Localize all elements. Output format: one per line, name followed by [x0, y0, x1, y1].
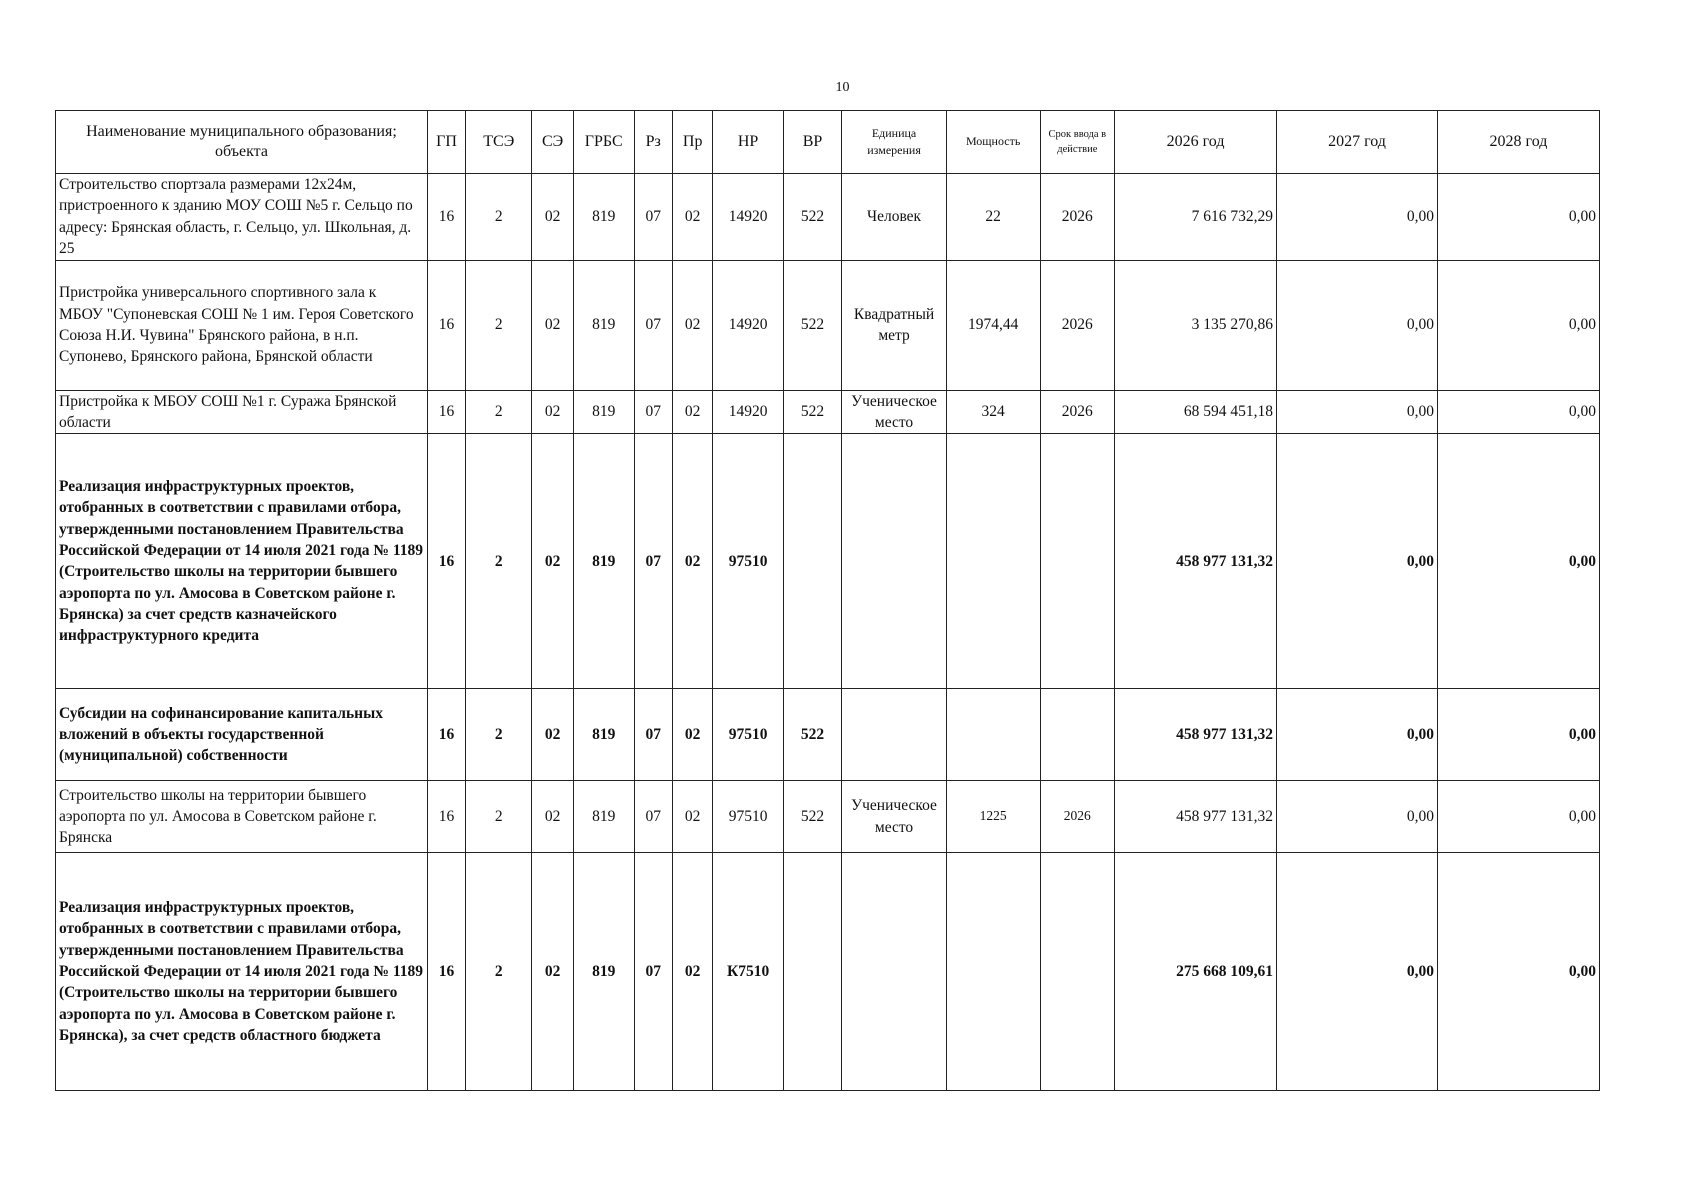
row-term: 2026: [1040, 781, 1115, 853]
row-2028: 0,00: [1437, 781, 1599, 853]
row-se: 02: [532, 260, 574, 390]
table-row: [56, 390, 1600, 434]
row-gp: 16: [427, 174, 465, 261]
row-term: 2026: [1040, 260, 1115, 390]
row-nr: 97510: [713, 689, 783, 781]
row-2027: 0,00: [1277, 260, 1438, 390]
row-term: [1040, 434, 1115, 689]
row-gp: 16: [427, 434, 465, 689]
row-pr: 02: [672, 260, 712, 390]
table-row: [56, 781, 1600, 853]
row-vr: 522: [783, 781, 842, 853]
row-nr: 14920: [713, 174, 783, 261]
row-tse: 2: [466, 853, 532, 1091]
header-row: [56, 111, 1600, 174]
row-nr: К7510: [713, 853, 783, 1091]
row-se: 02: [532, 689, 574, 781]
row-gp: 16: [427, 260, 465, 390]
row-grbs: 819: [573, 853, 634, 1091]
row-grbs: 819: [573, 434, 634, 689]
row-se: 02: [532, 781, 574, 853]
row-2027: 0,00: [1277, 853, 1438, 1091]
page-number: 10: [835, 80, 850, 95]
row-2026: 458 977 131,32: [1115, 689, 1277, 781]
row-name: Реализация инфраструктурных проектов, отобранных в соответствии с правилами отбора, утвержденными постановлением Правительства Российской Федерации от 14 июля 2021 года № 1189 (Строительство школы на территории бывшего аэропорта по ул. Амосова в Советском районе г. Брянска) за счет средств казначейского инфраструктурного кредита: [56, 434, 428, 689]
row-2026: 3 135 270,86: [1115, 260, 1277, 390]
row-se: 02: [532, 174, 574, 261]
row-2026: 7 616 732,29: [1115, 174, 1277, 261]
row-vr: 522: [783, 174, 842, 261]
row-capacity: 1225: [946, 781, 1040, 853]
row-pr: 02: [672, 434, 712, 689]
row-capacity: 324: [946, 390, 1040, 434]
row-gp: 16: [427, 853, 465, 1091]
row-se: 02: [532, 853, 574, 1091]
row-capacity: [946, 689, 1040, 781]
row-unit: [842, 689, 946, 781]
row-capacity: [946, 434, 1040, 689]
row-term: [1040, 853, 1115, 1091]
row-tse: 2: [466, 434, 532, 689]
row-name: Пристройка к МБОУ СОШ №1 г. Суража Брянской области: [56, 390, 428, 434]
row-2028: 0,00: [1437, 260, 1599, 390]
header-2028: 2028 год: [1437, 111, 1599, 174]
table-row: [56, 434, 1600, 689]
row-term: 2026: [1040, 390, 1115, 434]
row-rz: 07: [634, 390, 672, 434]
row-name: Субсидии на софинансирование капитальных вложений в объекты государственной (муниципальной) собственности: [56, 689, 428, 781]
row-2028: 0,00: [1437, 853, 1599, 1091]
row-2028: 0,00: [1437, 689, 1599, 781]
row-se: 02: [532, 434, 574, 689]
header-vr: ВР: [783, 111, 842, 174]
row-grbs: 819: [573, 174, 634, 261]
header-term: Срок ввода в действие: [1040, 111, 1115, 174]
row-rz: 07: [634, 689, 672, 781]
row-grbs: 819: [573, 781, 634, 853]
row-rz: 07: [634, 174, 672, 261]
row-gp: 16: [427, 689, 465, 781]
row-tse: 2: [466, 174, 532, 261]
row-pr: 02: [672, 781, 712, 853]
row-unit: [842, 434, 946, 689]
budget-table: [55, 110, 1600, 1091]
row-2027: 0,00: [1277, 174, 1438, 261]
budget-table-container: [55, 110, 1600, 1091]
row-grbs: 819: [573, 260, 634, 390]
row-rz: 07: [634, 260, 672, 390]
row-2027: 0,00: [1277, 390, 1438, 434]
row-tse: 2: [466, 390, 532, 434]
row-pr: 02: [672, 390, 712, 434]
header-nr: НР: [713, 111, 783, 174]
row-name: Реализация инфраструктурных проектов, отобранных в соответствии с правилами отбора, утвержденными постановлением Правительства Российской Федерации от 14 июля 2021 года № 1189 (Строительство школы на территории бывшего аэропорта по ул. Амосова в Советском районе г. Брянска), за счет средств областного бюджета: [56, 853, 428, 1091]
header-se: СЭ: [532, 111, 574, 174]
table-row: [56, 689, 1600, 781]
row-unit: Человек: [842, 174, 946, 261]
row-term: 2026: [1040, 174, 1115, 261]
header-2027: 2027 год: [1277, 111, 1438, 174]
row-tse: 2: [466, 689, 532, 781]
row-2026: 275 668 109,61: [1115, 853, 1277, 1091]
row-name: Пристройка универсального спортивного зала к МБОУ "Супоневская СОШ № 1 им. Героя Советского Союза Н.И. Чувина" Брянского района, в н.п. Супонево, Брянского района, Брянской области: [56, 260, 428, 390]
row-capacity: 22: [946, 174, 1040, 261]
header-tse: ТСЭ: [466, 111, 532, 174]
row-gp: 16: [427, 390, 465, 434]
row-vr: 522: [783, 689, 842, 781]
row-nr: 14920: [713, 260, 783, 390]
row-2027: 0,00: [1277, 781, 1438, 853]
header-gp: ГП: [427, 111, 465, 174]
row-unit: Ученическое место: [842, 390, 946, 434]
row-vr: 522: [783, 390, 842, 434]
row-se: 02: [532, 390, 574, 434]
row-rz: 07: [634, 781, 672, 853]
table-row: [56, 174, 1600, 261]
row-2026: 68 594 451,18: [1115, 390, 1277, 434]
table-row: [56, 853, 1600, 1091]
row-capacity: [946, 853, 1040, 1091]
header-grbs: ГРБС: [573, 111, 634, 174]
header-2026: 2026 год: [1115, 111, 1277, 174]
row-2028: 0,00: [1437, 174, 1599, 261]
header-capacity: Мощность: [946, 111, 1040, 174]
row-nr: 97510: [713, 781, 783, 853]
row-name: Строительство спортзала размерами 12х24м, пристроенного к зданию МОУ СОШ №5 г. Сельцо по адресу: Брянская область, г. Сельцо, ул. Школьная, д. 25: [56, 174, 428, 261]
row-unit: [842, 853, 946, 1091]
row-pr: 02: [672, 689, 712, 781]
row-vr: [783, 434, 842, 689]
row-tse: 2: [466, 781, 532, 853]
row-rz: 07: [634, 853, 672, 1091]
row-pr: 02: [672, 853, 712, 1091]
row-vr: 522: [783, 260, 842, 390]
table-row: [56, 260, 1600, 390]
row-2028: 0,00: [1437, 390, 1599, 434]
row-unit: Ученическое место: [842, 781, 946, 853]
row-pr: 02: [672, 174, 712, 261]
row-nr: 14920: [713, 390, 783, 434]
row-tse: 2: [466, 260, 532, 390]
header-unit: Единица измерения: [842, 111, 946, 174]
row-capacity: 1974,44: [946, 260, 1040, 390]
row-2026: 458 977 131,32: [1115, 781, 1277, 853]
row-rz: 07: [634, 434, 672, 689]
header-pr: Пр: [672, 111, 712, 174]
row-name: Строительство школы на территории бывшего аэропорта по ул. Амосова в Советском районе г. Брянска: [56, 781, 428, 853]
row-grbs: 819: [573, 689, 634, 781]
row-2026: 458 977 131,32: [1115, 434, 1277, 689]
row-nr: 97510: [713, 434, 783, 689]
row-unit: Квадратный метр: [842, 260, 946, 390]
header-rz: Рз: [634, 111, 672, 174]
row-term: [1040, 689, 1115, 781]
row-2028: 0,00: [1437, 434, 1599, 689]
row-2027: 0,00: [1277, 434, 1438, 689]
row-vr: [783, 853, 842, 1091]
row-2027: 0,00: [1277, 689, 1438, 781]
row-grbs: 819: [573, 390, 634, 434]
header-name: Наименование муниципального образования; объекта: [56, 111, 428, 174]
row-gp: 16: [427, 781, 465, 853]
